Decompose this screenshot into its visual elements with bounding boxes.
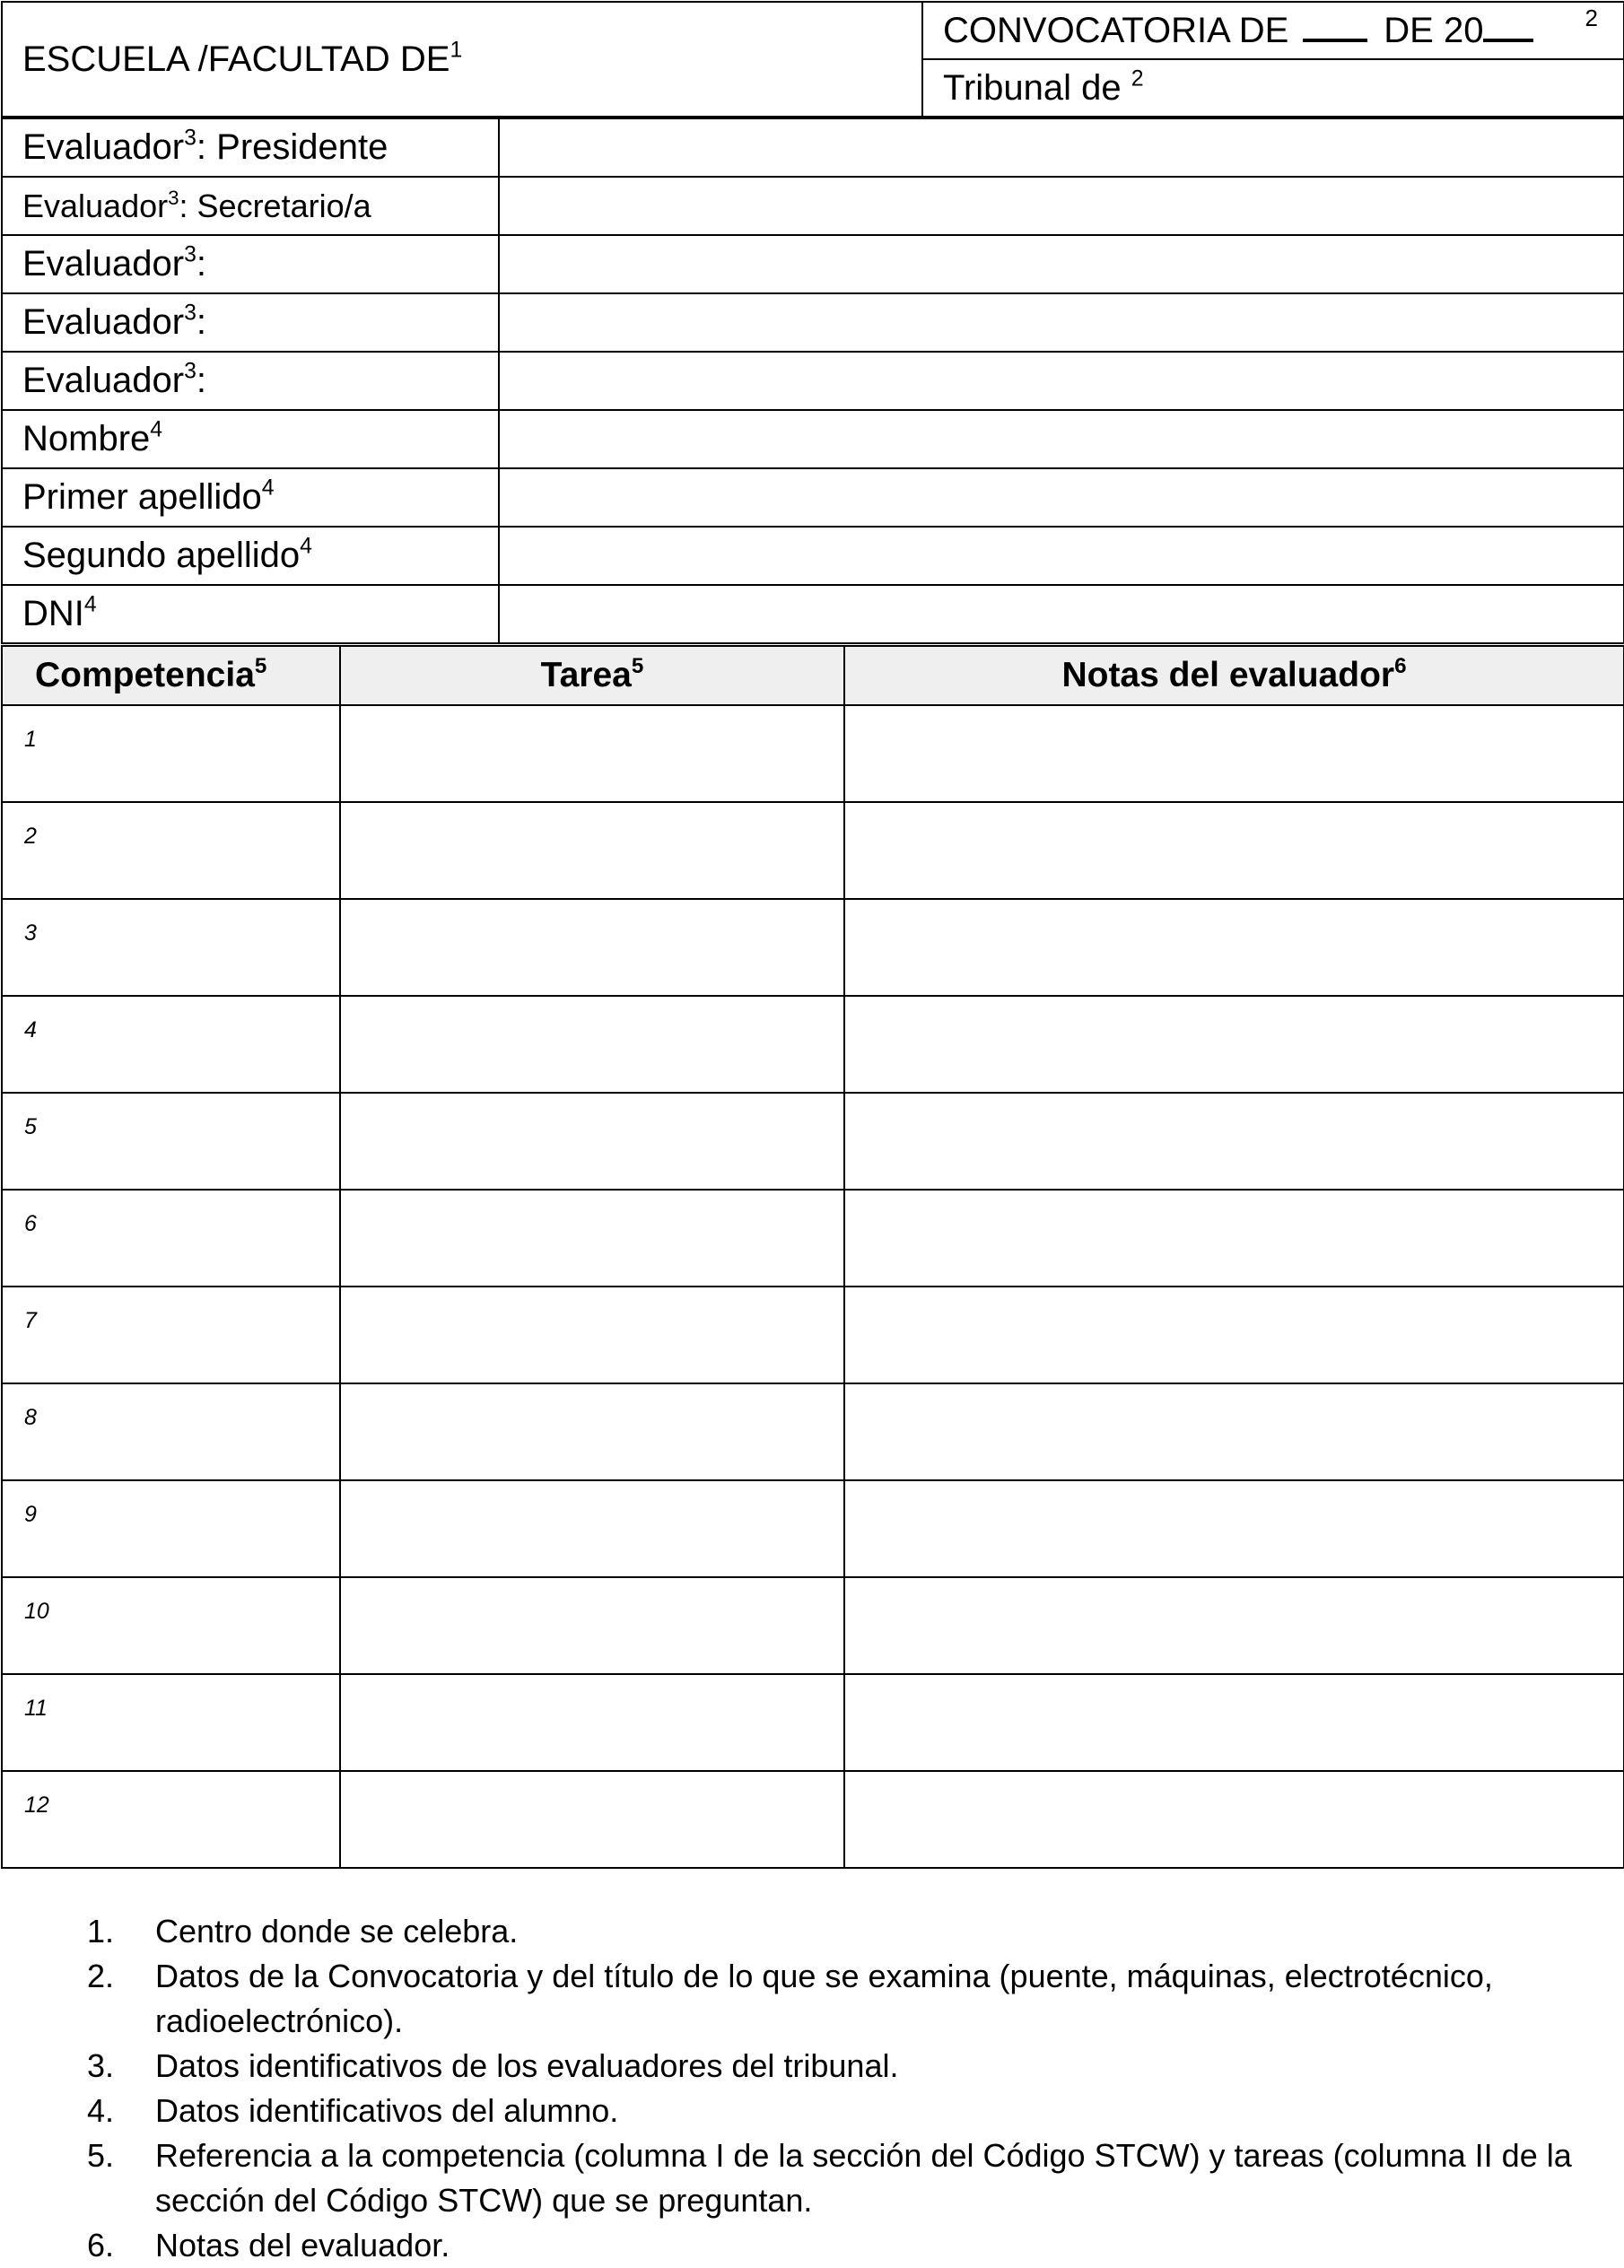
footnote-text: Datos de la Convocatoria y del título de lo que se examina (puente, máquinas, electrotécnico, radioelectrónico). bbox=[155, 1958, 1493, 2039]
student-name-row bbox=[2, 410, 1624, 468]
tribunal-cell[interactable] bbox=[922, 59, 1624, 117]
evaluator-label: Evaluador$^3$: bbox=[2, 235, 499, 293]
table-row bbox=[2, 1093, 1624, 1190]
competency-rows bbox=[2, 705, 1624, 1868]
notas-cell[interactable] bbox=[844, 705, 1624, 802]
row-number: 3 bbox=[24, 920, 37, 946]
tarea-cell[interactable] bbox=[340, 899, 844, 996]
evaluator-secretary-label: Evaluador$^3$: Secretario/a bbox=[2, 177, 499, 235]
competencia-column-header: Competencia$^5$ bbox=[2, 646, 340, 705]
evaluator-field[interactable] bbox=[499, 293, 1624, 352]
convocatoria-label: CONVOCATORIA DE bbox=[943, 10, 1289, 50]
table-row bbox=[2, 1383, 1624, 1480]
footnote-item bbox=[0, 2044, 1606, 2089]
convocatoria-month-blank[interactable] bbox=[1303, 12, 1367, 42]
competencia-cell[interactable] bbox=[2, 899, 340, 996]
footnote-number: 3. bbox=[87, 2047, 115, 2084]
notas-column-header: Notas del evaluador$^6$ bbox=[844, 646, 1624, 705]
tarea-cell[interactable] bbox=[340, 1287, 844, 1383]
evaluator-field[interactable] bbox=[499, 235, 1624, 293]
footnote-text: Datos identificativos de los evaluadores del tribunal. bbox=[155, 2047, 899, 2084]
competencia-cell[interactable] bbox=[2, 996, 340, 1093]
student-dni-row bbox=[2, 585, 1624, 643]
row-number: 7 bbox=[24, 1308, 37, 1333]
tarea-column-header: Tarea$^5$ bbox=[340, 646, 844, 705]
table-row bbox=[2, 996, 1624, 1093]
table-row bbox=[2, 802, 1624, 899]
table-row bbox=[2, 1190, 1624, 1287]
competencia-cell[interactable] bbox=[2, 1287, 340, 1383]
evaluator-president-row bbox=[2, 118, 1624, 177]
student-surname2-label: Segundo apellido$^4$ bbox=[2, 527, 499, 585]
evaluator-president-label: Evaluador$^3$: Presidente bbox=[2, 118, 499, 177]
competencia-cell[interactable] bbox=[2, 1093, 340, 1190]
tarea-cell[interactable] bbox=[340, 1383, 844, 1480]
evaluator-secretary-row bbox=[2, 177, 1624, 235]
evaluator-president-field[interactable] bbox=[499, 118, 1624, 177]
student-name-field[interactable] bbox=[499, 410, 1624, 468]
footnote-number: 6. bbox=[87, 2227, 115, 2264]
school-footnote-ref: 1 bbox=[450, 38, 463, 63]
convocatoria-year-blank[interactable] bbox=[1483, 12, 1533, 42]
student-surname1-label: Primer apellido$^4$ bbox=[2, 468, 499, 527]
footnote-text: Datos identificativos del alumno. bbox=[155, 2092, 619, 2129]
notas-cell[interactable] bbox=[844, 1674, 1624, 1771]
row-number: 11 bbox=[24, 1696, 48, 1721]
student-surname1-field[interactable] bbox=[499, 468, 1624, 527]
student-surname2-field[interactable] bbox=[499, 527, 1624, 585]
notas-cell[interactable] bbox=[844, 1480, 1624, 1577]
row-number: 8 bbox=[24, 1405, 37, 1430]
tarea-cell[interactable] bbox=[340, 1190, 844, 1287]
table-row bbox=[2, 1771, 1624, 1868]
row-number: 4 bbox=[24, 1017, 37, 1042]
footnote-number: 2. bbox=[87, 1958, 115, 1994]
notas-cell[interactable] bbox=[844, 802, 1624, 899]
table-row bbox=[2, 705, 1624, 802]
table-row bbox=[2, 1577, 1624, 1674]
row-number: 6 bbox=[24, 1211, 37, 1236]
notas-cell[interactable] bbox=[844, 996, 1624, 1093]
school-cell bbox=[2, 2, 922, 117]
evaluator-row bbox=[2, 235, 1624, 293]
tribunal-footnote-ref: 2 bbox=[1131, 66, 1144, 92]
competency-table bbox=[1, 645, 1624, 1869]
footnote-text: Notas del evaluador. bbox=[155, 2227, 450, 2264]
tarea-cell[interactable] bbox=[340, 1771, 844, 1868]
competencia-cell[interactable] bbox=[2, 1480, 340, 1577]
competencia-cell[interactable] bbox=[2, 802, 340, 899]
footnote-item bbox=[0, 2089, 1606, 2133]
footnotes-list bbox=[0, 1909, 1606, 2268]
notas-cell[interactable] bbox=[844, 1190, 1624, 1287]
row-number: 12 bbox=[24, 1793, 49, 1818]
row-number: 2 bbox=[24, 824, 37, 849]
tarea-cell[interactable] bbox=[340, 1577, 844, 1674]
evaluator-student-table bbox=[1, 118, 1624, 644]
footnote-item bbox=[0, 1909, 1606, 1954]
row-number: 1 bbox=[24, 727, 37, 752]
footnote-number: 4. bbox=[87, 2092, 115, 2129]
evaluator-label: Evaluador$^3$: bbox=[2, 293, 499, 352]
notas-cell[interactable] bbox=[844, 1771, 1624, 1868]
row-number: 5 bbox=[24, 1114, 37, 1139]
notas-cell[interactable] bbox=[844, 1287, 1624, 1383]
tarea-cell[interactable] bbox=[340, 1674, 844, 1771]
footnote-text: Centro donde se celebra. bbox=[155, 1913, 519, 1950]
tarea-cell[interactable] bbox=[340, 802, 844, 899]
student-surname1-row bbox=[2, 468, 1624, 527]
table-row bbox=[2, 899, 1624, 996]
row-number: 10 bbox=[24, 1599, 49, 1624]
convocatoria-cell bbox=[922, 2, 1624, 59]
evaluator-label: Evaluador$^3$: bbox=[2, 352, 499, 410]
evaluator-row bbox=[2, 293, 1624, 352]
competencia-cell[interactable] bbox=[2, 705, 340, 802]
competencia-cell[interactable] bbox=[2, 1674, 340, 1771]
tarea-cell[interactable] bbox=[340, 1093, 844, 1190]
convocatoria-year-label: DE 20 bbox=[1384, 10, 1484, 50]
tarea-cell[interactable] bbox=[340, 1480, 844, 1577]
student-name-label: Nombre$^4$ bbox=[2, 410, 499, 468]
row-number: 9 bbox=[24, 1502, 37, 1527]
tarea-cell[interactable] bbox=[340, 996, 844, 1093]
footnote-item bbox=[0, 1954, 1606, 2044]
student-dni-field[interactable] bbox=[499, 585, 1624, 643]
competency-header-row bbox=[2, 646, 1624, 705]
footnote-item bbox=[0, 2133, 1606, 2223]
competencia-cell[interactable] bbox=[2, 1771, 340, 1868]
competencia-cell[interactable] bbox=[2, 1190, 340, 1287]
tarea-cell[interactable] bbox=[340, 705, 844, 802]
convocatoria-footnote-ref: 2 bbox=[1585, 4, 1598, 31]
header-table bbox=[1, 1, 1624, 118]
tribunal-label: Tribunal de bbox=[943, 67, 1122, 108]
student-surname2-row bbox=[2, 527, 1624, 585]
student-dni-label: DNI$^4$ bbox=[2, 585, 499, 643]
table-row bbox=[2, 1480, 1624, 1577]
notas-cell[interactable] bbox=[844, 1093, 1624, 1190]
footnote-number: 5. bbox=[87, 2137, 115, 2174]
school-label: ESCUELA /FACULTAD DE bbox=[22, 39, 450, 79]
competencia-cell[interactable] bbox=[2, 1383, 340, 1480]
notas-cell[interactable] bbox=[844, 1577, 1624, 1674]
footnote-item bbox=[0, 2223, 1606, 2268]
footnote-text: Referencia a la competencia (columna I de la sección del Código STCW) y tareas (columna II de la sección del Código STCW) que se preguntan. bbox=[155, 2137, 1572, 2219]
notas-cell[interactable] bbox=[844, 1383, 1624, 1480]
evaluator-secretary-field[interactable] bbox=[499, 177, 1624, 235]
evaluator-field[interactable] bbox=[499, 352, 1624, 410]
table-row bbox=[2, 1674, 1624, 1771]
table-row bbox=[2, 1287, 1624, 1383]
footnote-number: 1. bbox=[87, 1913, 115, 1950]
notas-cell[interactable] bbox=[844, 899, 1624, 996]
evaluator-row bbox=[2, 352, 1624, 410]
competencia-cell[interactable] bbox=[2, 1577, 340, 1674]
